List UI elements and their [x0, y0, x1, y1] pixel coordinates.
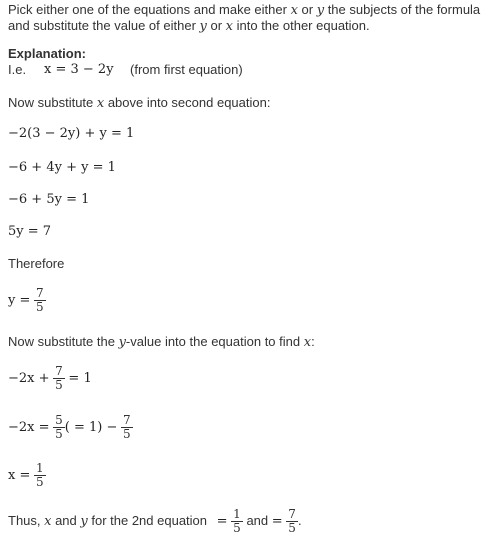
numerator: 1	[35, 461, 44, 475]
intro-text: into the other equation.	[233, 18, 370, 33]
lhs: y =	[8, 292, 31, 308]
denominator: 5	[288, 521, 296, 535]
var-y: y	[118, 335, 126, 350]
text: .	[297, 512, 302, 528]
numerator: 5	[55, 413, 63, 427]
y-result	[8, 287, 46, 314]
intro-text: or	[297, 2, 317, 17]
var-y: y	[316, 3, 325, 18]
denominator: 5	[233, 521, 241, 535]
var-x: x	[303, 335, 312, 350]
fraction	[53, 414, 65, 441]
fraction	[286, 508, 298, 535]
equals: =	[271, 513, 283, 529]
var-x: x	[225, 19, 234, 34]
explanation-heading: Explanation:	[8, 46, 87, 61]
therefore-text: Therefore	[8, 256, 65, 271]
intro-text: and substitute the value of either	[8, 18, 200, 33]
text: above into second equation:	[104, 95, 271, 110]
numerator: 7	[55, 364, 63, 378]
denominator: 5	[55, 427, 63, 441]
var-x: x	[96, 96, 105, 111]
text: -value into the equation to find	[125, 334, 304, 349]
equation-3: −6 + 5y = 1	[8, 192, 90, 207]
numerator: 1	[233, 507, 241, 521]
text: Now substitute the	[8, 334, 119, 349]
fraction	[34, 287, 46, 314]
ie-note: (from first equation)	[130, 62, 243, 77]
numerator: 7	[36, 286, 44, 300]
equation-4: 5y = 7	[8, 224, 52, 239]
denominator: 5	[36, 300, 44, 314]
numerator: 7	[123, 413, 131, 427]
text: Now substitute	[8, 95, 97, 110]
substitute-y-text	[8, 334, 315, 350]
var-x: x	[290, 3, 298, 18]
var-y: y	[80, 513, 88, 529]
fraction	[53, 365, 65, 392]
lhs: x =	[8, 467, 31, 483]
var-x: x	[44, 513, 52, 529]
equation-1: −2(3 − 2y) + y = 1	[8, 126, 135, 141]
final-statement	[8, 508, 302, 535]
equation-6	[8, 414, 133, 441]
lhs: −2x =	[8, 419, 50, 435]
substitute-text	[8, 95, 270, 111]
denominator: 5	[55, 378, 63, 392]
lhs: −2x +	[8, 370, 50, 386]
intro-text: Pick either one of the equations and make either	[8, 2, 291, 17]
intro-text: or	[206, 18, 226, 33]
middle: ( = 1) −	[64, 419, 118, 435]
equals: =	[216, 513, 228, 529]
fraction	[121, 414, 133, 441]
fraction	[34, 462, 46, 489]
equation-2: −6 + 4y + y = 1	[8, 160, 116, 175]
equation-5	[8, 365, 92, 392]
numerator: 7	[288, 507, 296, 521]
rhs: = 1	[68, 370, 92, 386]
denominator: 5	[35, 475, 44, 489]
ie-label: I.e.	[8, 62, 27, 77]
intro-line-1	[8, 2, 480, 18]
text: and	[246, 512, 269, 528]
x-result	[8, 462, 46, 489]
var-y: y	[199, 19, 207, 34]
text: Thus,	[8, 512, 45, 528]
intro-text: the subjects of the formula	[324, 2, 481, 17]
denominator: 5	[123, 427, 131, 441]
intro-line-2	[8, 18, 370, 34]
text: and	[51, 512, 81, 528]
text: for the 2nd equation	[87, 512, 208, 528]
ie-equation: x = 3 − 2y	[44, 62, 114, 77]
fraction	[231, 508, 243, 535]
text: :	[311, 334, 315, 349]
